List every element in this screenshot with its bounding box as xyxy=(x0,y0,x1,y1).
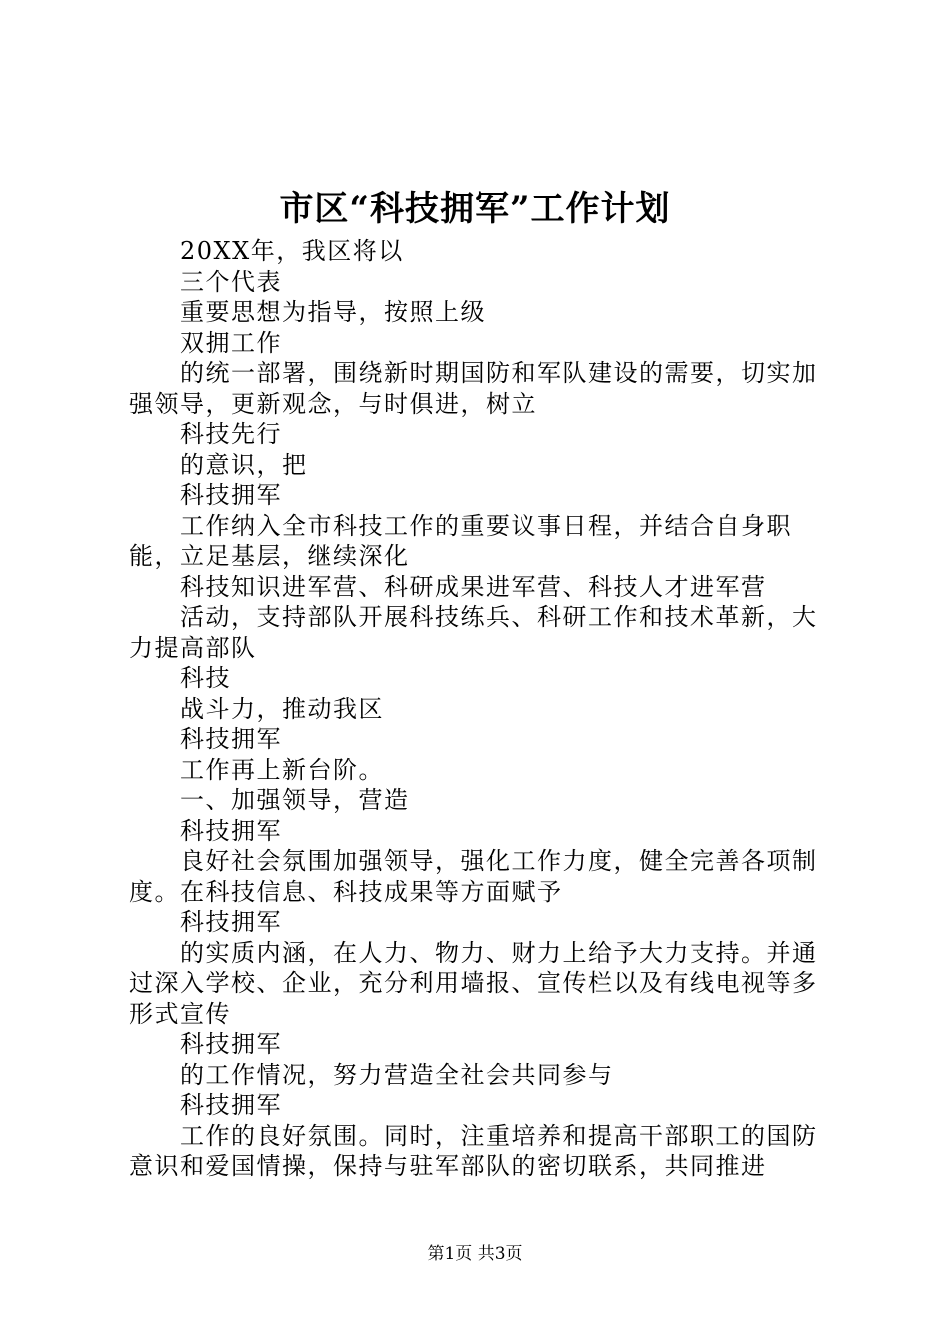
paragraph: 良好社会氛围加强领导，强化工作力度，健全完善各项制度。在科技信息、科技成果等方面赋予 xyxy=(129,847,818,906)
document-title: 市区“科技拥军”工作计划 xyxy=(279,189,671,229)
paragraph: 科技拥军 xyxy=(180,1030,282,1058)
paragraph: 工作纳入全市科技工作的重要议事日程，并结合自身职能，立足基层，继续深化 xyxy=(129,511,792,570)
paragraph: 双拥工作 xyxy=(180,328,282,357)
paragraph: 的意识，把 xyxy=(180,450,308,479)
paragraph: 科技拥军 xyxy=(180,481,282,509)
paragraph: 的实质内涵，在人力、物力、财力上给予大力支持。并通过深入学校、企业，充分利用墙报、宣传栏以及有线电视等多形式宣传 xyxy=(129,938,818,1028)
page-footer: 第1页 共3页 xyxy=(427,1244,523,1264)
paragraph: 科技知识进军营、科研成果进军营、科技人才进军营 xyxy=(180,572,767,601)
paragraph: 三个代表 xyxy=(180,267,282,296)
paragraph: 科技拥军 xyxy=(180,816,282,845)
paragraph: 的统一部署，围绕新时期国防和军队建设的需要，切实加强领导，更新观念，与时俱进，树立 xyxy=(129,359,818,418)
paragraph: 科技 xyxy=(180,664,231,692)
paragraph: 工作再上新台阶。 xyxy=(180,755,384,784)
paragraph: 科技先行 xyxy=(180,420,282,448)
paragraph: 的工作情况，努力营造全社会共同参与 xyxy=(180,1060,614,1089)
section-heading: 一、加强领导，营造 xyxy=(180,786,410,814)
paragraph: 战斗力，推动我区 xyxy=(180,694,384,723)
paragraph: 科技拥军 xyxy=(180,908,282,936)
paragraph: 活动，支持部队开展科技练兵、科研工作和技术革新，大力提高部队 xyxy=(129,603,818,662)
document-body xyxy=(129,236,841,1182)
paragraph: 科技拥军 xyxy=(180,1091,282,1119)
paragraph: 重要思想为指导，按照上级 xyxy=(180,298,486,326)
paragraph: 20XX年，我区将以 xyxy=(180,237,404,265)
paragraph: 科技拥军 xyxy=(180,725,282,753)
paragraph: 工作的良好氛围。同时，注重培养和提高干部职工的国防意识和爱国情操，保持与驻军部队的密切联系，共同推进 xyxy=(129,1121,818,1180)
